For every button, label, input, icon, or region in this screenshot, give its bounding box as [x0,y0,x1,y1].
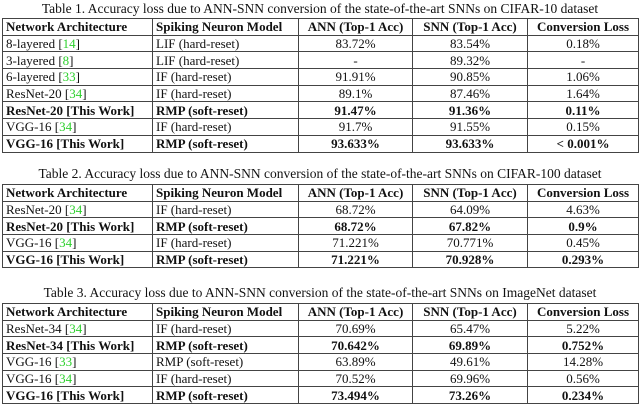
ann-accuracy-cell: - [299,52,413,69]
architecture-cell [3,320,153,337]
bracket: ] [69,52,74,68]
table-row [3,135,639,152]
architecture-cell [3,370,153,387]
architecture-name: VGG-16 [ [6,235,60,251]
table-1 [2,18,639,153]
column-header: Conversion Loss [528,19,639,36]
bracket: ] [72,119,77,135]
conversion-loss-cell: 1.64% [528,85,639,102]
architecture-name: 8-layered [ [6,36,63,52]
conversion-loss-cell: 1.06% [528,69,639,86]
table-2-caption: Table 2. Accuracy loss due to ANN-SNN conversion of the state-of-the-art SNNs on CIFAR-100 dataset [38,166,602,181]
column-header: ANN (Top-1 Acc) [299,304,413,321]
column-header: SNN (Top-1 Acc) [413,185,528,202]
snn-accuracy-cell: 49.61% [413,354,528,371]
ann-accuracy-cell: 70.642% [299,337,413,354]
table-row [3,337,639,354]
conversion-loss-cell: 0.234% [528,387,639,404]
table-row [3,85,639,102]
bracket: ] [72,371,77,387]
header-row [3,19,639,36]
architecture-cell [3,337,153,354]
architecture-cell [3,235,153,252]
ann-accuracy-cell: 71.221% [299,235,413,252]
conversion-loss-cell: 0.752% [528,337,639,354]
table-row [3,235,639,252]
snn-accuracy-cell: 69.89% [413,337,528,354]
table-row [3,354,639,371]
citation-link[interactable]: 34 [69,86,83,102]
bracket: ] [82,202,87,218]
ann-accuracy-cell: 93.633% [299,135,413,152]
column-header: Network Architecture [3,19,153,36]
bracket: ] [75,69,81,85]
ann-accuracy-cell: 91.7% [299,119,413,136]
header-row [3,304,639,321]
citation-link[interactable]: 14 [62,36,76,52]
bracket: ] [82,321,87,337]
conversion-loss-cell: 0.293% [528,251,639,268]
header-row [3,185,639,202]
architecture-cell [3,35,153,52]
snn-accuracy-cell: 90.85% [413,69,528,86]
ann-accuracy-cell: 63.89% [299,354,413,371]
citation-link[interactable]: 33 [59,354,73,370]
architecture-cell [3,85,153,102]
conversion-loss-cell: 4.63% [528,201,639,218]
neuron-model-cell: RMP (soft-reset) [153,387,299,404]
architecture-name: 6-layered [ [6,69,63,85]
architecture-cell [3,69,153,86]
column-header: Conversion Loss [528,185,639,202]
conversion-loss-cell: < 0.001% [528,135,639,152]
neuron-model-cell: RMP (soft-reset) [153,337,299,354]
snn-accuracy-cell: 69.96% [413,370,528,387]
architecture-cell [3,119,153,136]
table-3 [2,303,639,404]
ann-accuracy-cell: 73.494% [299,387,413,404]
citation-link[interactable]: 34 [69,321,83,337]
conversion-loss-cell: 5.22% [528,320,639,337]
column-header: Spiking Neuron Model [153,19,299,36]
column-header: ANN (Top-1 Acc) [299,19,413,36]
snn-accuracy-cell: 67.82% [413,218,528,235]
neuron-model-cell: IF (hard-reset) [153,69,299,86]
neuron-model-cell: RMP (soft-reset) [153,251,299,268]
snn-accuracy-cell: 91.55% [413,119,528,136]
architecture-cell [3,102,153,119]
ann-accuracy-cell: 83.72% [299,35,413,52]
ann-accuracy-cell: 89.1% [299,85,413,102]
neuron-model-cell: RMP (soft-reset) [153,218,299,235]
conversion-loss-cell: 0.56% [528,370,639,387]
table-row [3,370,639,387]
table-3-caption: Table 3. Accuracy loss due to ANN-SNN conversion of the state-of-the-art SNNs on ImageNet dataset [43,285,597,300]
column-header: Conversion Loss [528,304,639,321]
architecture-name: VGG-16 [ [6,119,60,135]
snn-accuracy-cell: 87.46% [413,85,528,102]
architecture-cell [3,201,153,218]
ann-accuracy-cell: 71.221% [299,251,413,268]
conversion-loss-cell: - [528,52,639,69]
conversion-loss-cell: 14.28% [528,354,639,371]
neuron-model-cell: LIF (hard-reset) [153,35,299,52]
table-row [3,69,639,86]
architecture-name: ResNet-34 [ [6,321,70,337]
ann-accuracy-cell: 68.72% [299,201,413,218]
architecture-cell [3,354,153,371]
neuron-model-cell: IF (hard-reset) [153,370,299,387]
table-row [3,35,639,52]
architecture-name: VGG-16 [This Work] [6,252,125,268]
table-row [3,201,639,218]
architecture-name: ResNet-20 [This Work] [6,102,135,118]
architecture-cell [3,387,153,404]
column-header: ANN (Top-1 Acc) [299,185,413,202]
architecture-name: ResNet-20 [This Work] [6,218,135,234]
architecture-name: VGG-16 [ [6,354,60,370]
neuron-model-cell: IF (hard-reset) [153,201,299,218]
architecture-name: VGG-16 [This Work] [6,387,125,403]
citation-link[interactable]: 34 [59,371,73,387]
snn-accuracy-cell: 93.633% [413,135,528,152]
table-row [3,387,639,404]
neuron-model-cell: LIF (hard-reset) [153,52,299,69]
column-header: SNN (Top-1 Acc) [413,19,528,36]
architecture-cell [3,251,153,268]
snn-accuracy-cell: 70.928% [413,251,528,268]
table-2 [2,184,639,268]
table-row [3,119,639,136]
table-row [3,251,639,268]
bracket: ] [75,36,81,52]
architecture-name: 3-layered [ [6,52,63,68]
architecture-name: VGG-16 [ [6,371,60,387]
bracket: ] [72,235,77,251]
bracket: ] [82,86,87,102]
neuron-model-cell: IF (hard-reset) [153,320,299,337]
citation-link[interactable]: 34 [59,119,73,135]
citation-link[interactable]: 34 [69,202,83,218]
neuron-model-cell: IF (hard-reset) [153,85,299,102]
architecture-name: ResNet-34 [This Work] [6,337,135,353]
ann-accuracy-cell: 70.69% [299,320,413,337]
snn-accuracy-cell: 65.47% [413,320,528,337]
snn-accuracy-cell: 91.36% [413,102,528,119]
citation-link[interactable]: 34 [59,235,73,251]
architecture-cell [3,135,153,152]
column-header: Network Architecture [3,185,153,202]
ann-accuracy-cell: 91.47% [299,102,413,119]
conversion-loss-cell: 0.11% [528,102,639,119]
ann-accuracy-cell: 70.52% [299,370,413,387]
conversion-loss-cell: 0.18% [528,35,639,52]
snn-accuracy-cell: 73.26% [413,387,528,404]
column-header: SNN (Top-1 Acc) [413,304,528,321]
bracket: ] [72,354,77,370]
architecture-cell [3,52,153,69]
neuron-model-cell: RMP (soft-reset) [153,102,299,119]
snn-accuracy-cell: 64.09% [413,201,528,218]
architecture-name: ResNet-20 [ [6,202,70,218]
citation-link[interactable]: 33 [62,69,76,85]
ann-accuracy-cell: 91.91% [299,69,413,86]
table-row [3,218,639,235]
neuron-model-cell: IF (hard-reset) [153,119,299,136]
neuron-model-cell: RMP (soft-reset) [153,135,299,152]
neuron-model-cell: RMP (soft-reset) [153,354,299,371]
table-row [3,52,639,69]
table-1-caption: Table 1. Accuracy loss due to ANN-SNN conversion of the state-of-the-art SNNs on CIFAR-10 dataset [41,1,599,16]
architecture-name: VGG-16 [This Work] [6,136,125,152]
architecture-cell [3,218,153,235]
citation-link[interactable]: 8 [62,52,70,68]
table-row [3,320,639,337]
snn-accuracy-cell: 83.54% [413,35,528,52]
neuron-model-cell: IF (hard-reset) [153,235,299,252]
snn-accuracy-cell: 89.32% [413,52,528,69]
column-header: Spiking Neuron Model [153,185,299,202]
architecture-name: ResNet-20 [ [6,86,70,102]
conversion-loss-cell: 0.15% [528,119,639,136]
snn-accuracy-cell: 70.771% [413,235,528,252]
table-row [3,102,639,119]
column-header: Spiking Neuron Model [153,304,299,321]
conversion-loss-cell: 0.9% [528,218,639,235]
ann-accuracy-cell: 68.72% [299,218,413,235]
column-header: Network Architecture [3,304,153,321]
conversion-loss-cell: 0.45% [528,235,639,252]
